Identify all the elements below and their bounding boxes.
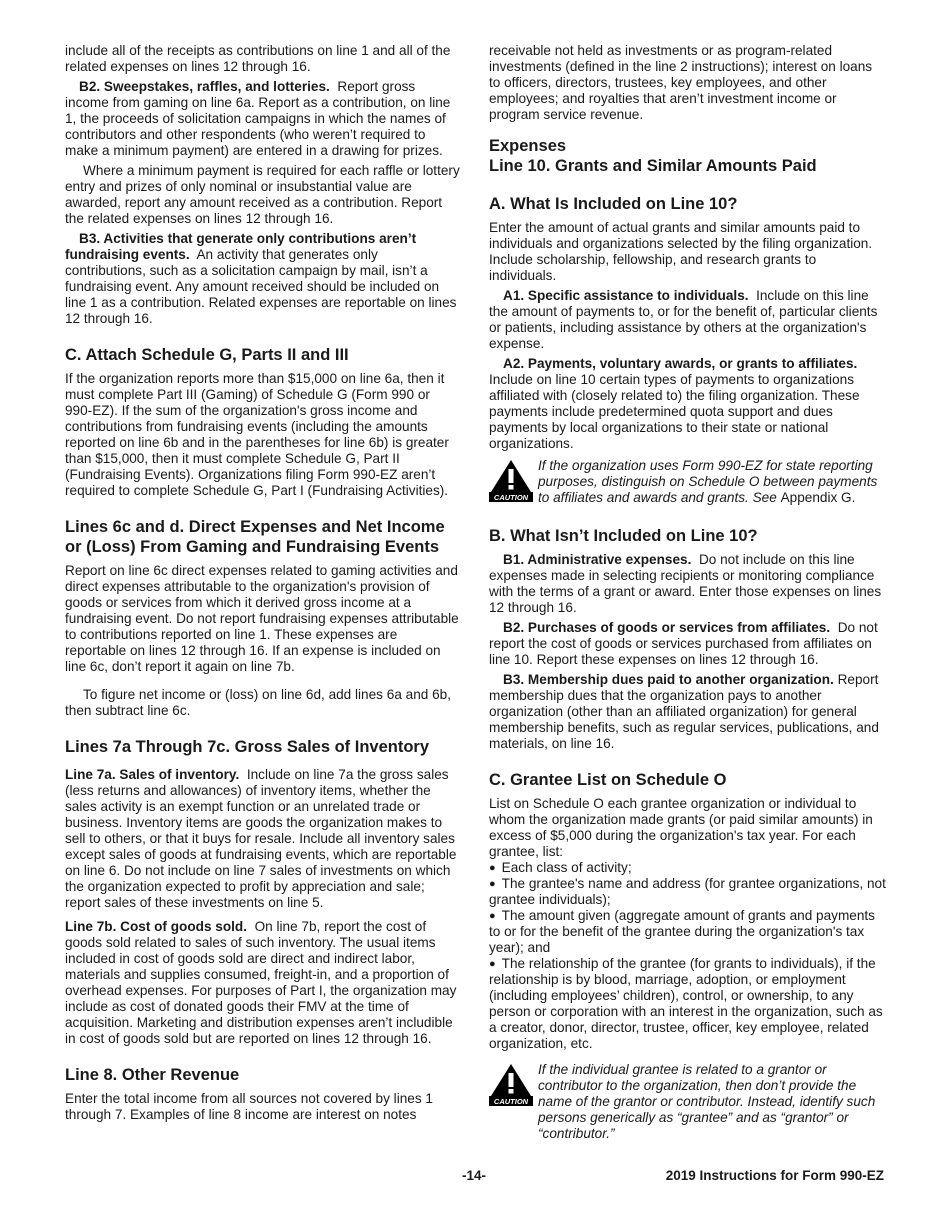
- bullet-icon: ●: [489, 862, 496, 874]
- subheading: B1. Administrative expenses.: [503, 552, 692, 567]
- section-heading: Lines 6c and d. Direct Expenses and Net Income or (Loss) From Gaming and Fundraising Events: [65, 518, 445, 556]
- subheading: B3. Membership dues paid to another organization.: [503, 672, 834, 687]
- paragraph: To figure net income or (loss) on line 6d, add lines 6a and 6b, then subtract line 6c.: [65, 687, 452, 718]
- subheading: A2. Payments, voluntary awards, or grants to affiliates.: [503, 356, 858, 371]
- paragraph: [489, 288, 886, 352]
- body-text: Report membership dues that the organization pays to another organization (other than an affiliated organization) for general membership benefits, such as regular services, publications, and materials, on line 16.: [489, 672, 879, 751]
- paragraph: [489, 620, 886, 668]
- page-footer: [0, 1168, 950, 1188]
- list-item: ● Each class of activity;: [489, 860, 632, 875]
- paragraph: Where a minimum payment is required for each raffle or lottery entry and prizes of only nominal or insubstantial value are awarded, report any amount received as a contribution. Report the related expenses on lines 12 through 16.: [65, 163, 460, 226]
- left-column: [65, 43, 460, 1127]
- page-number: -14-: [462, 1168, 487, 1183]
- body-text: Include on line 10 certain types of payments to organizations affiliated with (closely related to) the filing organization. These payments include predetermined quota support and dues payments by local organizations to their state or national organizations.: [489, 372, 860, 451]
- caution-reference: Appendix G.: [780, 490, 856, 505]
- paragraph: [65, 919, 460, 1047]
- body-text: Do not include on this line expenses made in selecting recipients or monitoring compliance with the terms of a grant or award. Enter those expenses on lines 12 through 16.: [489, 552, 882, 615]
- paragraph: [65, 79, 460, 159]
- subheading: B3. Activities that generate only contributions aren’t fundraising events.: [65, 231, 417, 262]
- section-heading: A. What Is Included on Line 10?: [489, 195, 738, 213]
- paragraph: [489, 672, 886, 752]
- caution-label: CAUTION: [493, 493, 529, 502]
- caution-text: If the individual grantee is related to a grantor or contributor to the organization, then don’t provide the name of the grantor or contributor. Instead, identify such persons generically as “grantee” and as “grantor” or “contributor.”: [538, 1062, 876, 1141]
- paragraph: receivable not held as investments or as program-related investments (defined in the line 2 instructions); interest on loans to officers, directors, trustees, key employees, and other employees; and royalties that aren’t investment income or program service revenue.: [489, 43, 873, 122]
- list-item: ● The grantee's name and address (for grantee organizations, not grantee individuals);: [489, 876, 886, 907]
- caution-note: [489, 1062, 886, 1142]
- body-text: Report gross income from gaming on line 6a. Report as a contribution, on line 1, the proceeds of solicitation campaigns in which the names of contributors and other respondents (who weren’t required to make a minimum payment) are entered in a drawing for prizes.: [65, 79, 451, 158]
- list-item: ● The amount given (aggregate amount of grants and payments to or for the benefit of the grantee during the organization's tax year); and: [489, 908, 875, 955]
- caution-note: [489, 458, 886, 506]
- bullet-icon: ●: [489, 910, 496, 922]
- paragraph: Enter the amount of actual grants and similar amounts paid to individuals and organizations selected by the filing organization. Include scholarship, fellowship, and research grants to individuals.: [489, 220, 873, 283]
- form-title: 2019 Instructions for Form 990-EZ: [665, 1168, 884, 1183]
- paragraph: [65, 767, 460, 911]
- subheading: A1. Specific assistance to individuals.: [503, 288, 749, 303]
- paragraph: Enter the total income from all sources not covered by lines 1 through 7. Examples of line 8 income are interest on notes: [65, 1091, 433, 1122]
- paragraph: include all of the receipts as contributions on line 1 and all of the related expenses on lines 12 through 16.: [65, 43, 451, 74]
- paragraph: [489, 356, 886, 452]
- section-heading: Lines 7a Through 7c. Gross Sales of Inventory: [65, 738, 430, 756]
- section-heading: B. What Isn’t Included on Line 10?: [489, 527, 758, 545]
- subheading: Line 7b. Cost of goods sold.: [65, 919, 248, 934]
- bullet-icon: ●: [489, 958, 496, 970]
- paragraph: [489, 552, 886, 616]
- caution-icon: [489, 458, 533, 502]
- subheading: B2. Purchases of goods or services from affiliates.: [503, 620, 831, 635]
- caution-label: CAUTION: [493, 1097, 529, 1106]
- section-heading: C. Grantee List on Schedule O: [489, 771, 727, 789]
- section-heading: Expenses: [489, 137, 567, 155]
- section-heading: Line 10. Grants and Similar Amounts Paid: [489, 157, 817, 175]
- paragraph: Report on line 6c direct expenses related to gaming activities and direct expenses attributable to the organization's provision of goods or services from which it derived gross income at a fundraising event. Do not report fundraising expenses attributable to contributions reported on line 1. These expenses are reportable on lines 12 through 16. If an expense is included on line 6c, don’t report it again on line 7b.: [65, 563, 459, 674]
- section-heading: C. Attach Schedule G, Parts II and III: [65, 346, 349, 364]
- right-column: [489, 43, 886, 1142]
- body-text: Include on line 7a the gross sales (less returns and allowances) of inventory items, whether the sales activity is an exempt function or an unrelated trade or business. Inventory items are goods the organization makes to sell to others, or that it buys for resale. Include all inventory sales except sales of goods at fundraising events, which are reportable on line 6. Do not include on line 7 sales of investments on which the organization expected to profit by appreciation and sale; report sales of these investments on line 5.: [65, 767, 457, 910]
- section-heading: Line 8. Other Revenue: [65, 1066, 240, 1084]
- paragraph: [65, 231, 460, 327]
- body-text: Include on this line the amount of payments to, or for the benefit of, particular clients or patients, including assistance by others at the organization's expense.: [489, 288, 878, 351]
- caution-text: If the organization uses Form 990-EZ for state reporting purposes, distinguish on Schedule O between payments to affiliates and awards and grants. See: [538, 458, 878, 505]
- bullet-icon: ●: [489, 878, 496, 890]
- body-text: Do not report the cost of goods or services purchased from affiliates on line 10. Report these expenses on lines 12 through 16.: [489, 620, 878, 667]
- subheading: Line 7a. Sales of inventory.: [65, 767, 240, 782]
- list-item: ● The relationship of the grantee (for grants to individuals), if the relationship is by blood, marriage, adoption, or employment (including employees’ children), control, or ownership, to any person or corporation with an interest in the organization, such as a creator, donor, director, trustee, officer, key employee, related organization, etc.: [489, 956, 883, 1051]
- body-text: On line 7b, report the cost of goods sold related to sales of such inventory. The usual items included in cost of goods sold are direct and indirect labor, materials and supplies consumed, freight-in, and a proportion of overhead expenses. For purposes of Part I, the organization may include as cost of donated goods their FMV at the time of acquisition. Marketing and distribution expenses aren’t includible in cost of goods sold but are reported on lines 12 through 16.: [65, 919, 457, 1046]
- caution-icon: [489, 1062, 533, 1106]
- paragraph: If the organization reports more than $15,000 on line 6a, then it must complete Part III (Gaming) of Schedule G (Form 990 or 990-EZ). If the sum of the organization's gross income and contributions from fundraising events (including the amounts reported on line 6b and in the parentheses for line 6b) is greater than $15,000, then it must complete Schedule G, Part II (Fundraising Events). Organizations filing Form 990-EZ aren’t required to complete Schedule G, Part I (Fundraising Activities).: [65, 371, 449, 498]
- body-text: An activity that generates only contributions, such as a solicitation campaign by mail, isn’t a fundraising event. Any amount received should be included on line 1 as a contribution. Related expenses are reportable on lines 12 through 16.: [65, 247, 457, 326]
- subheading: B2. Sweepstakes, raffles, and lotteries.: [79, 79, 330, 94]
- paragraph: List on Schedule O each grantee organization or individual to whom the organization made grants (or paid similar amounts) in excess of $5,000 during the organization's tax year. For each grantee, list:: [489, 796, 873, 859]
